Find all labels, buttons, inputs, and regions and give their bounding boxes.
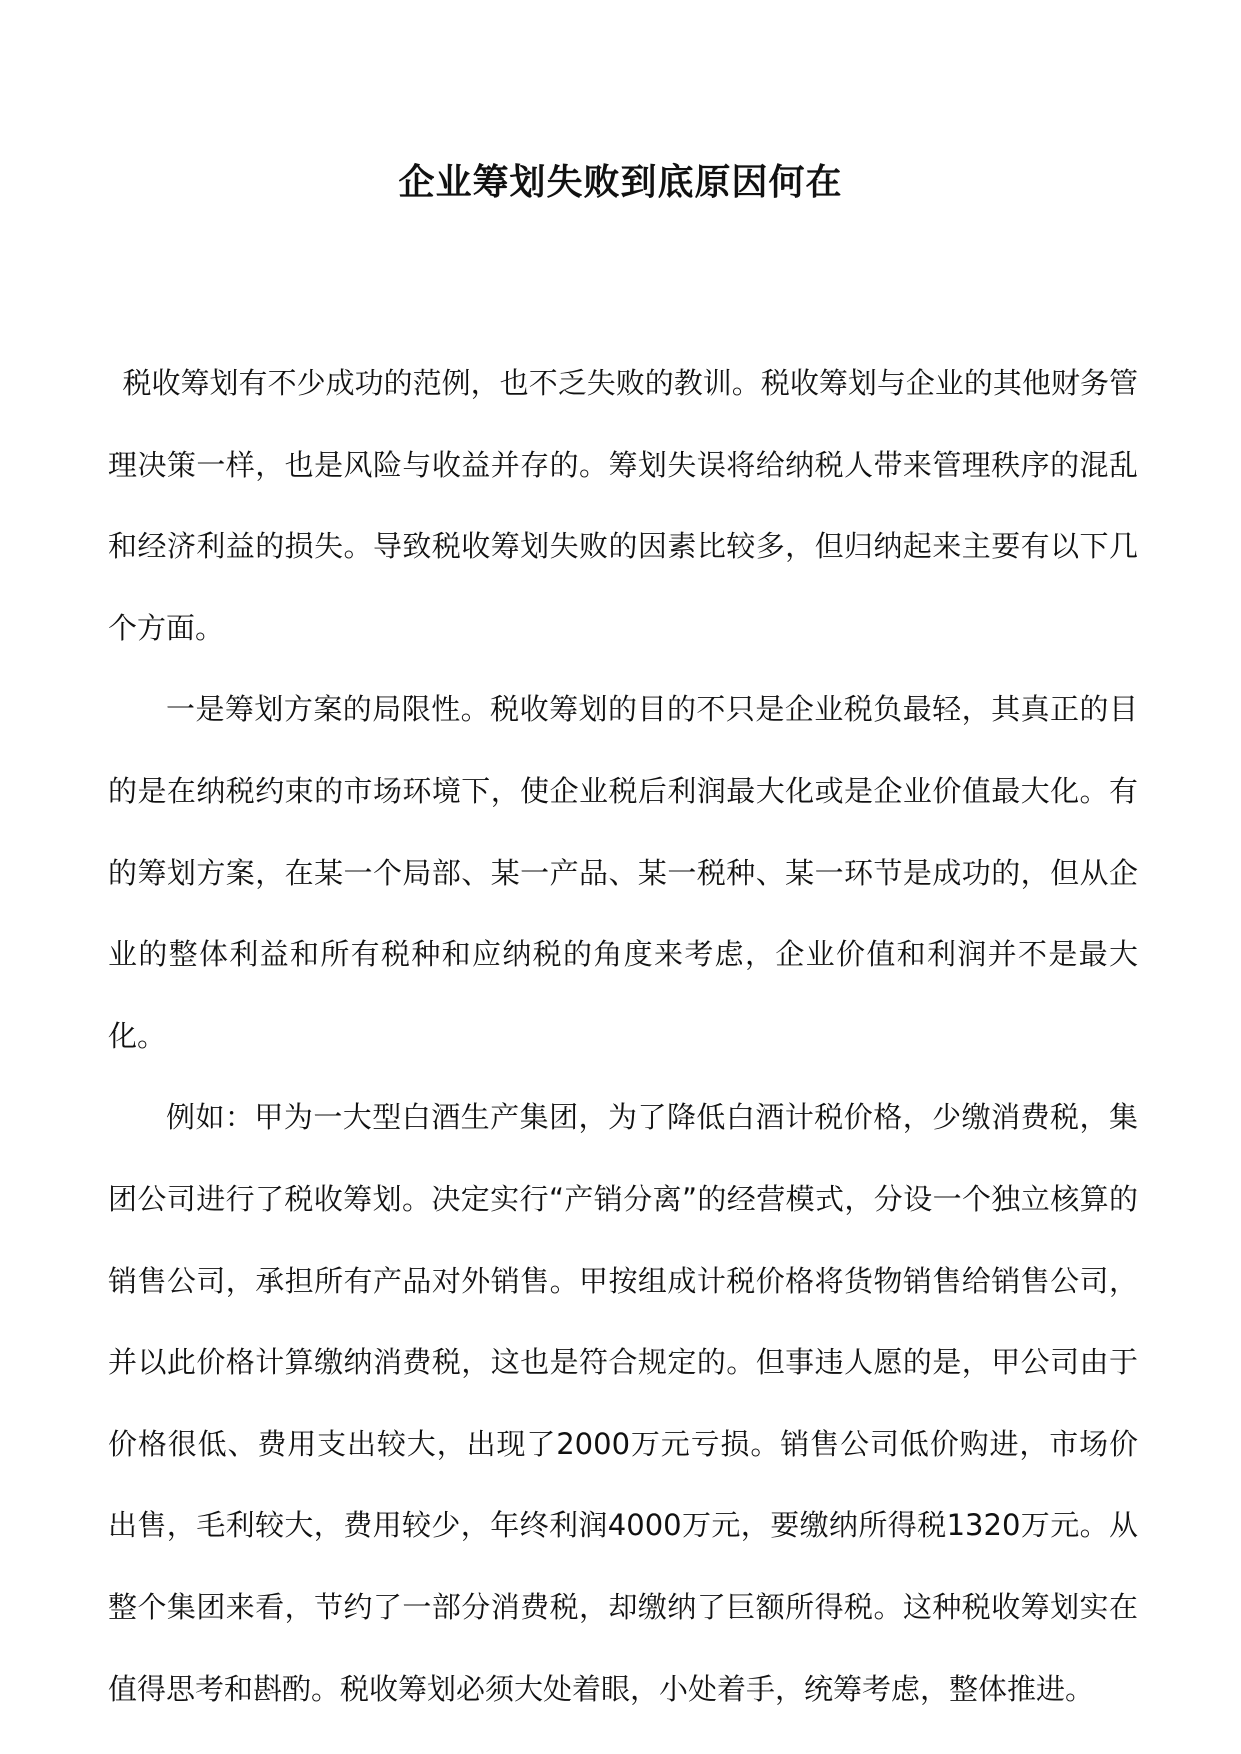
paragraph-intro: 税收筹划有不少成功的范例，也不乏失败的教训。税收筹划与企业的其他财务管理决策一样，也是风险与收益并存的。筹划失误将给纳税人带来管理秩序的混乱和经济利益的损失。导致税收筹划失败的因素比较多，但归纳起来主要有以下几个方面。 (108, 366, 1138, 645)
document-body (108, 343, 1138, 1730)
paragraph-example: 例如：甲为一大型白酒生产集团，为了降低白酒计税价格，少缴消费税，集团公司进行了税收筹划。决定实行“产销分离”的经营模式，分设一个独立核算的销售公司，承担所有产品对外销售。甲按组成计税价格将货物销售给销售公司，并以此价格计算缴纳消费税，这也是符合规定的。但事违人愿的是，甲公司由于价格很低、费用支出较大，出现了2000万元亏损。销售公司低价购进，市场价出售，毛利较大，费用较少，年终利润4000万元，要缴纳所得税1320万元。从整个集团来看，节约了一部分消费税，却缴纳了巨额所得税。这种税收筹划实在值得思考和斟酌。税收筹划必须大处着眼，小处着手，统筹考虑，整体推进。 (108, 1100, 1138, 1706)
paragraph-reason-one: 一是筹划方案的局限性。税收筹划的目的不只是企业税负最轻，其真正的目的是在纳税约束的市场环境下，使企业税后利润最大化或是企业价值最大化。有的筹划方案，在某一个局部、某一产品、某一税种、某一环节是成功的，但从企业的整体利益和所有税种和应纳税的角度来考虑，企业价值和利润并不是最大化。 (108, 692, 1138, 1053)
document-title: 企业筹划失败到底原因何在 (398, 161, 843, 203)
